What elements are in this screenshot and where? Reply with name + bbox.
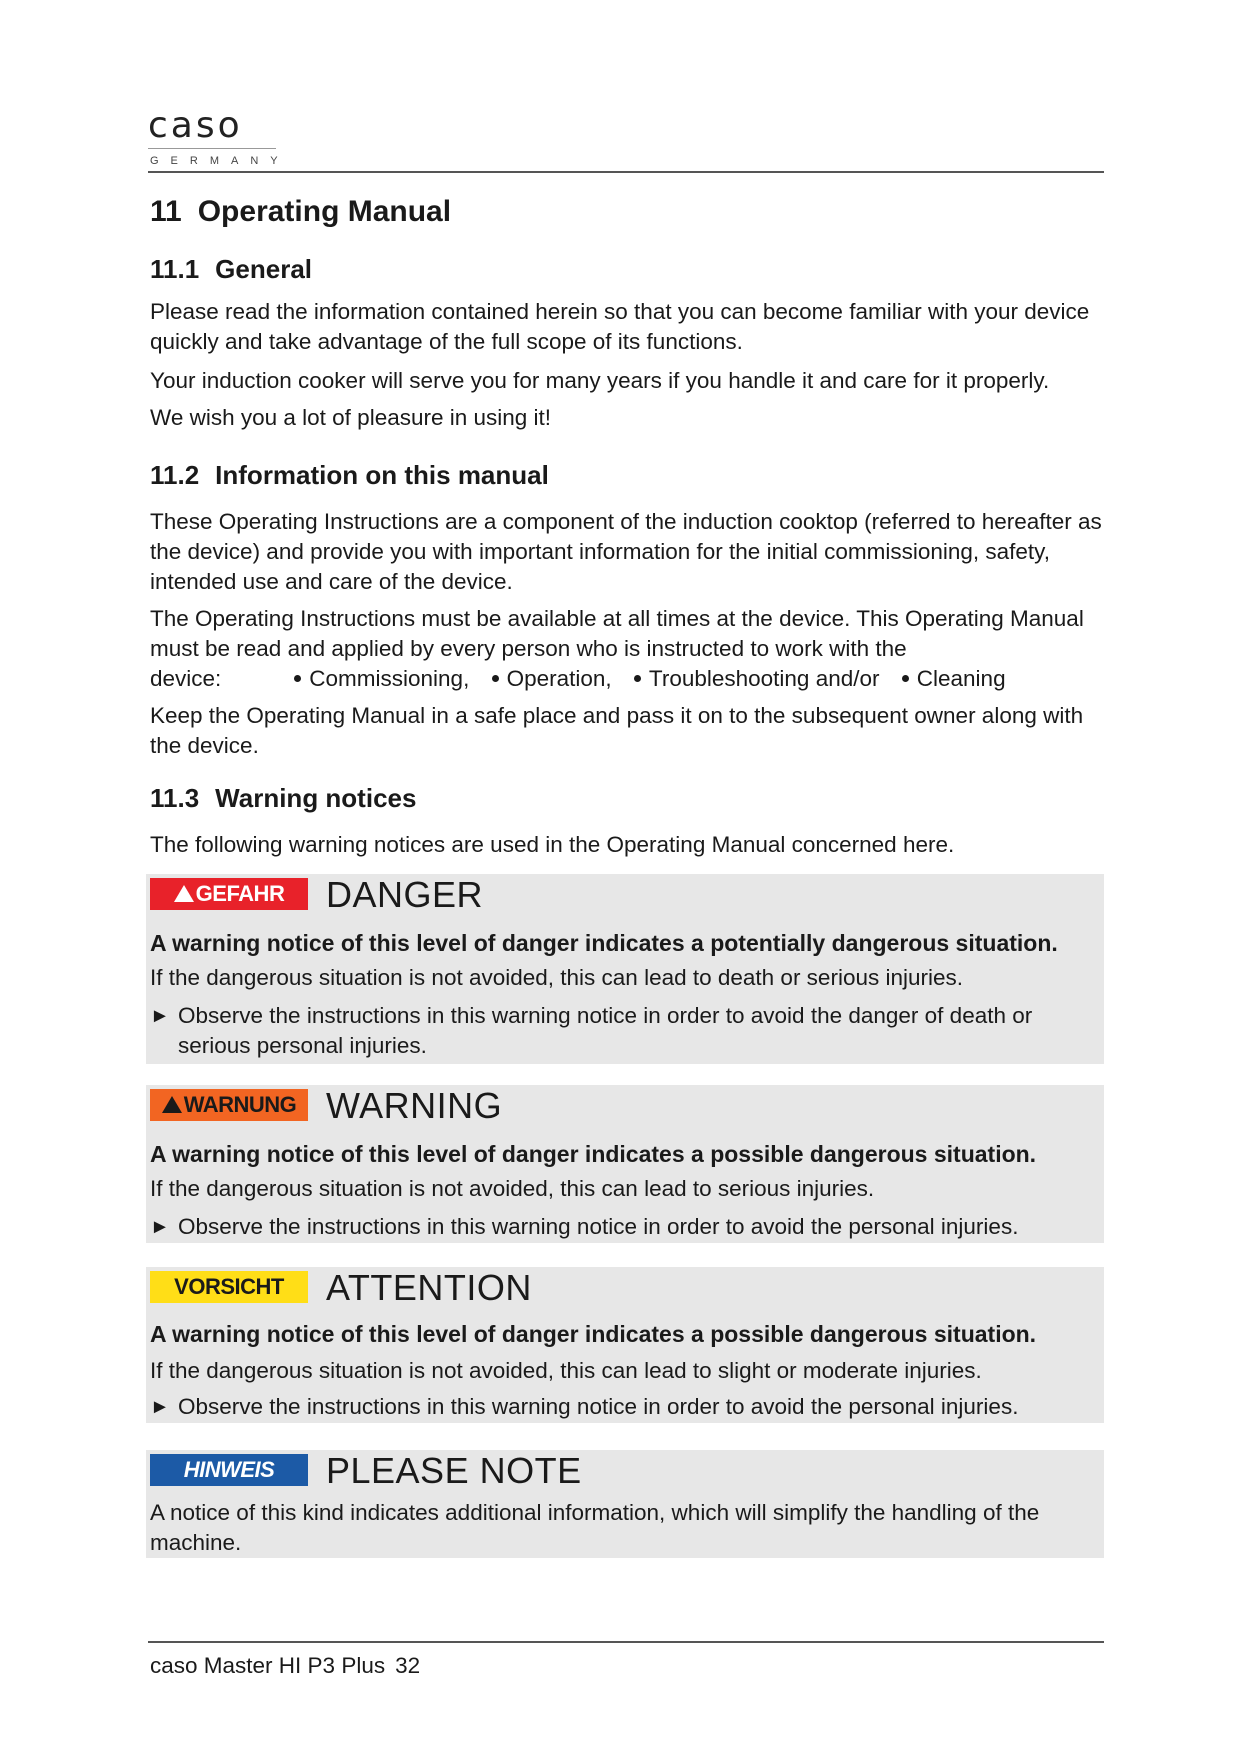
warning-instruction: ► Observe the instructions in this warning notice in order to avoid the personal injuries. [150,1212,1098,1242]
section-number: 11.2 [150,460,200,490]
section-11-3-heading [150,782,416,814]
attention-notice [146,1267,1104,1423]
section-11-2-heading [150,459,549,491]
danger-notice [146,874,1104,1064]
section-title: General [215,254,312,284]
note-text: A notice of this kind indicates additional information, which will simplify the handling of the machine. [150,1500,1040,1555]
general-paragraph-3: We wish you a lot of pleasure in using it! [150,405,552,430]
bullet-icon [634,675,641,682]
manual-paragraph-3: Keep the Operating Manual in a safe place and pass it on to the subsequent owner along with the device. [150,703,1084,758]
danger-title: DANGER [326,874,484,915]
warnung-badge: WARNUNG [150,1089,308,1121]
header-rule [148,171,1104,173]
gefahr-badge: GEFAHR [150,878,308,910]
section-title: Operating Manual [197,195,452,228]
manual-paragraph-2: The Operating Instructions must be available at all times at the device. This Operating Manual must be read and applied by every person who is instructed to work with the [150,606,1084,661]
arrow-icon: ► [150,1396,170,1418]
caso-logo [148,105,290,170]
device-usage-list [150,664,1022,694]
list-item: Cleaning [902,664,1006,694]
attention-text: If the dangerous situation is not avoided, this can lead to slight or moderate injuries. [150,1358,982,1383]
bullet-icon [902,675,909,682]
section-title: Warning notices [215,783,417,813]
warning-notice [146,1085,1104,1243]
footer-rule [148,1641,1104,1643]
section-title: Information on this manual [215,460,549,490]
danger-text: If the dangerous situation is not avoided, this can lead to death or serious injuries. [150,965,963,990]
bullet-icon [492,675,499,682]
bullet-icon [294,675,301,682]
page-footer [150,1651,420,1681]
note-title: PLEASE NOTE [326,1450,582,1491]
attention-title: ATTENTION [326,1267,532,1308]
danger-instruction: ► Observe the instructions in this warning notice in order to avoid the danger of death or serious personal injuries. [150,1003,1033,1058]
warning-intro: The following warning notices are used in the Operating Manual concerned here. [150,832,955,857]
logo-subtitle: GERMANY [150,155,290,167]
warning-triangle-icon [162,1096,182,1113]
section-number: 11 [150,195,182,228]
note-notice [146,1450,1104,1558]
general-paragraph-1: Please read the information contained herein so that you can become familiar with your device quickly and take advantage of the full scope of its functions. [150,299,1090,354]
page-number: 32 [395,1653,421,1678]
footer-product: caso Master HI P3 Plus [150,1653,386,1678]
section-11-1-heading [150,253,312,285]
danger-bold-text: A warning notice of this level of danger indicates a potentially dangerous situation. [150,930,1058,956]
vorsicht-badge: VORSICHT [150,1271,308,1303]
arrow-icon: ► [150,1216,170,1238]
general-paragraph-2: Your induction cooker will serve you for many years if you handle it and care for it properly. [150,368,1050,393]
arrow-icon: ► [150,1005,170,1027]
section-11-heading [150,194,451,230]
warning-text: If the dangerous situation is not avoided, this can lead to serious injuries. [150,1176,875,1201]
list-item: Troubleshooting and/or [634,664,880,694]
hinweis-badge: HINWEIS [150,1454,308,1486]
section-number: 11.3 [150,783,200,813]
device-label: device: [150,666,222,691]
logo-wordmark: caso [148,105,243,146]
warning-triangle-icon [174,885,194,902]
warning-title: WARNING [326,1085,503,1126]
warning-bold-text: A warning notice of this level of danger indicates a possible dangerous situation. [150,1141,1037,1167]
logo-divider [148,148,276,149]
attention-bold-text: A warning notice of this level of danger indicates a possible dangerous situation. [150,1321,1037,1347]
list-item: Operation, [492,664,612,694]
attention-instruction: ► Observe the instructions in this warning notice in order to avoid the personal injuries. [150,1392,1098,1422]
list-item: Commissioning, [294,664,469,694]
section-number: 11.1 [150,254,200,284]
manual-paragraph-1: These Operating Instructions are a component of the induction cooktop (referred to hereafter as the device) and provide you with important information for the initial commissioning, safety, intended use and care of the device. [150,509,1102,594]
